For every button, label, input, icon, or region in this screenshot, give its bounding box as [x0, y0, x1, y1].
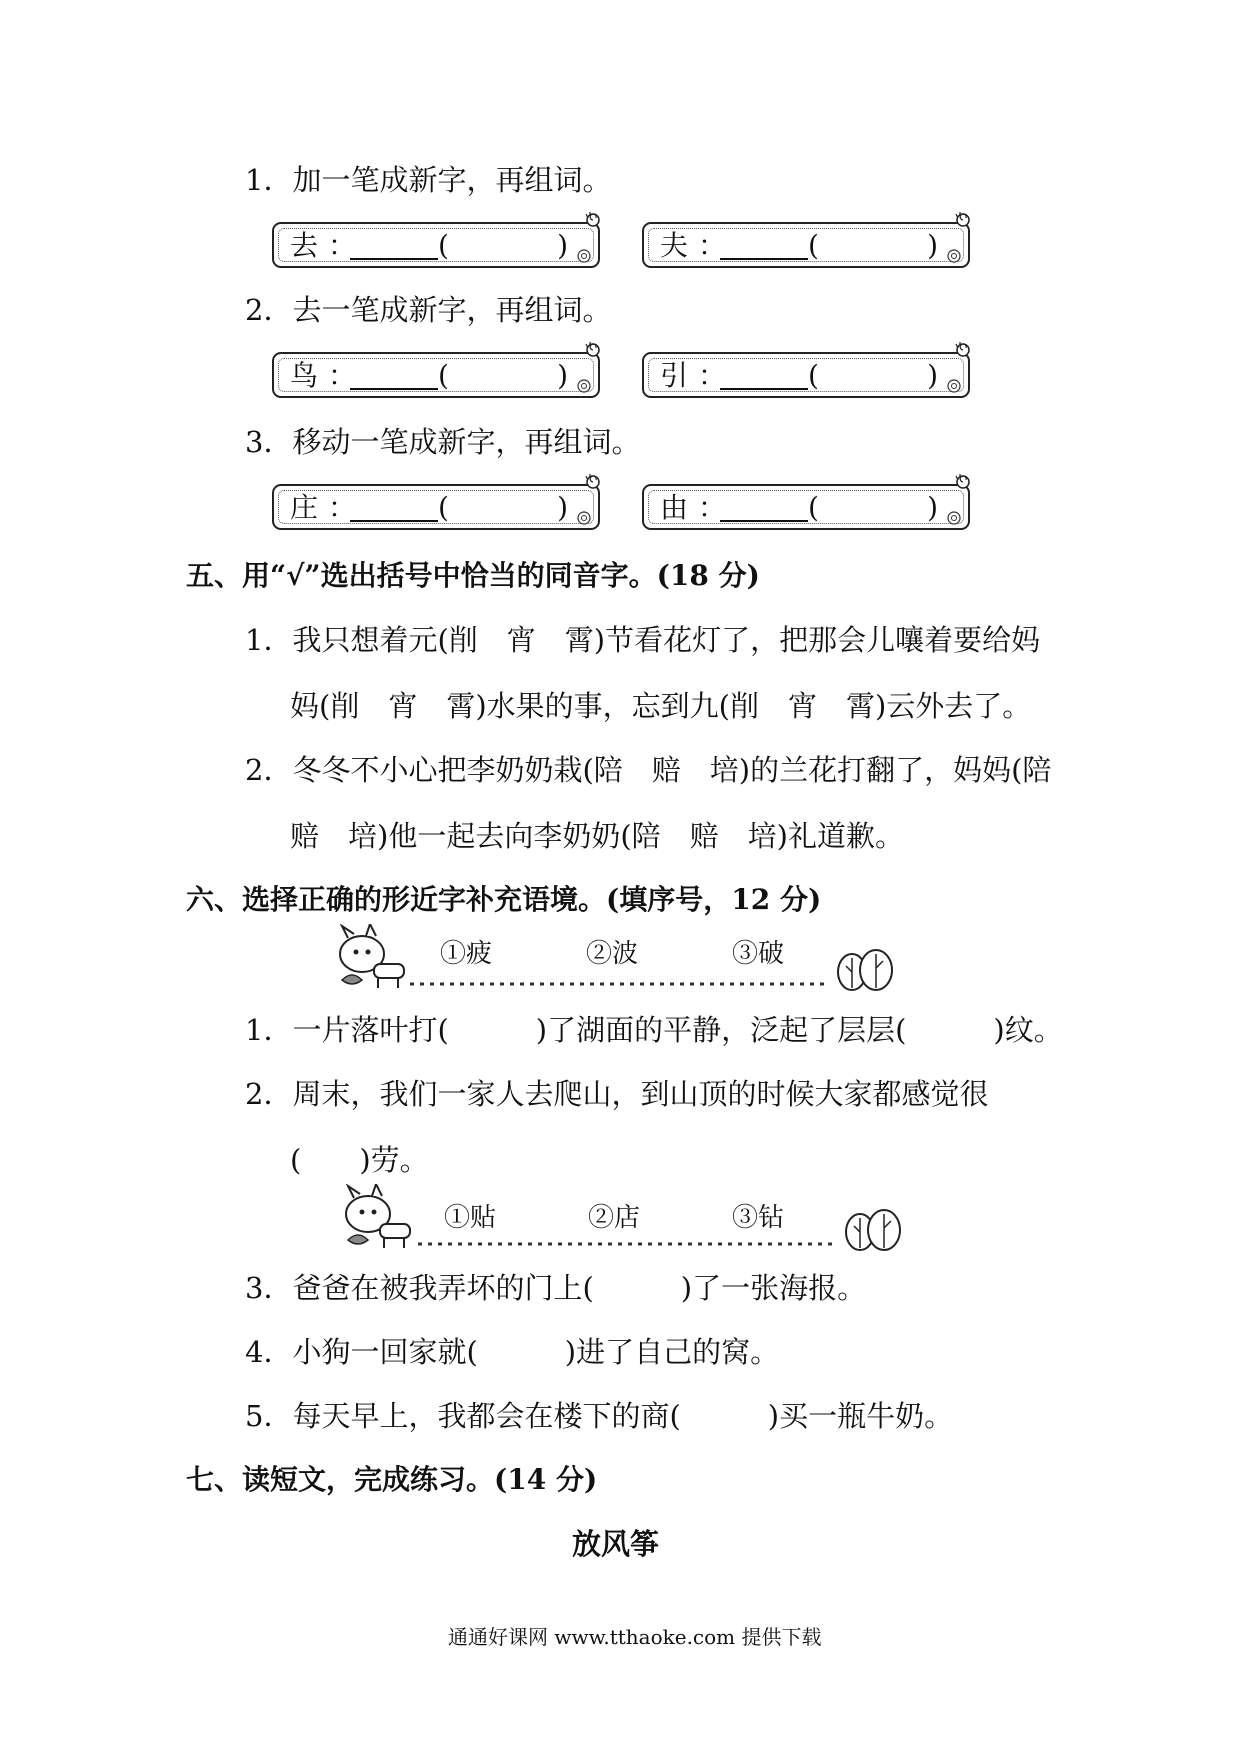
box-colon: ：: [698, 491, 727, 524]
answer-blank[interactable]: [350, 388, 438, 390]
dotted-path-divider: [410, 980, 830, 988]
dotted-path-divider: [418, 1240, 838, 1248]
donkey-icon: [334, 924, 412, 994]
section-6-heading: 六、选择正确的形近字补充语境。(填序号，12 分): [186, 883, 822, 916]
option-2: ②波: [586, 939, 639, 969]
flower-icon: [576, 378, 592, 394]
open-paren: (: [808, 491, 819, 524]
fill-box-qu: [272, 222, 600, 268]
box-char: 庄: [290, 491, 319, 524]
footer-credit: 通通好课网 www.tthaoke.com 提供下载: [448, 1625, 822, 1649]
section-5-heading: 五、用“√”选出括号中恰当的同音字。(18 分): [186, 559, 760, 592]
question-6-4: 4．小狗一回家就( )进了自己的窝。: [245, 1335, 780, 1369]
box-char: 引: [660, 359, 689, 392]
box-char: 由: [660, 491, 689, 524]
answer-blank[interactable]: [350, 520, 438, 522]
snail-icon: [952, 472, 974, 490]
flower-icon: [946, 248, 962, 264]
question-6-3: 3．爸爸在被我弄坏的门上( )了一张海报。: [245, 1271, 867, 1305]
option-3: ③破: [732, 939, 785, 969]
bush-icon: [836, 942, 896, 992]
question-5-1-line2: 妈(削 宵 霄)水果的事，忘到九(削 宵 霄)云外去了。: [290, 689, 1032, 723]
option-1: ①贴: [444, 1203, 497, 1233]
snail-icon: [582, 472, 604, 490]
flower-icon: [576, 510, 592, 526]
close-paren: ): [557, 359, 568, 392]
question-6-1: 1．一片落叶打( )了湖面的平静，泛起了层层( )纹。: [245, 1013, 1063, 1047]
question-4-3: 3．移动一笔成新字，再组词。: [245, 425, 641, 459]
close-paren: ): [557, 491, 568, 524]
donkey-icon: [340, 1184, 418, 1254]
answer-blank[interactable]: [720, 388, 808, 390]
question-4-1: 1．加一笔成新字，再组词。: [245, 163, 612, 197]
close-paren: ): [557, 229, 568, 262]
box-char: 鸟: [290, 359, 319, 392]
question-5-2-line2: 赔 培)他一起去向李奶奶(陪 赔 培)礼道歉。: [290, 819, 904, 853]
passage-title: 放风筝: [572, 1527, 660, 1561]
fill-box-niao: [272, 352, 600, 398]
fill-box-zhuang: [272, 484, 600, 530]
open-paren: (: [438, 491, 449, 524]
option-2: ②店: [588, 1203, 641, 1233]
option-3: ③钻: [732, 1203, 785, 1233]
box-colon: ：: [328, 359, 357, 392]
snail-icon: [582, 210, 604, 228]
flower-icon: [576, 248, 592, 264]
box-colon: ：: [698, 229, 727, 262]
bush-icon: [844, 1202, 904, 1252]
question-5-2-line1: 2．冬冬不小心把李奶奶栽(陪 赔 培)的兰花打翻了，妈妈(陪: [245, 753, 1052, 787]
snail-icon: [582, 340, 604, 358]
answer-blank[interactable]: [350, 258, 438, 260]
open-paren: (: [438, 229, 449, 262]
box-colon: ：: [698, 359, 727, 392]
snail-icon: [952, 340, 974, 358]
flower-icon: [946, 378, 962, 394]
box-char: 夫: [660, 229, 689, 262]
flower-icon: [946, 510, 962, 526]
question-6-2-line2: ( )劳。: [290, 1143, 429, 1177]
fill-box-you: [642, 484, 970, 530]
question-6-2-line1: 2．周末，我们一家人去爬山，到山顶的时候大家都感觉很: [245, 1077, 989, 1111]
question-6-5: 5．每天早上，我都会在楼下的商( )买一瓶牛奶。: [245, 1399, 954, 1433]
answer-blank[interactable]: [720, 258, 808, 260]
close-paren: ): [927, 491, 938, 524]
open-paren: (: [808, 229, 819, 262]
box-colon: ：: [328, 229, 357, 262]
snail-icon: [952, 210, 974, 228]
box-char: 去: [290, 229, 319, 262]
fill-box-fu: [642, 222, 970, 268]
close-paren: ): [927, 359, 938, 392]
question-5-1-line1: 1．我只想着元(削 宵 霄)节看花灯了，把那会儿嚷着要给妈: [245, 623, 1041, 657]
box-colon: ：: [328, 491, 357, 524]
open-paren: (: [808, 359, 819, 392]
answer-blank[interactable]: [720, 520, 808, 522]
question-4-2: 2．去一笔成新字，再组词。: [245, 293, 612, 327]
section-7-heading: 七、读短文，完成练习。(14 分): [186, 1463, 598, 1496]
option-1: ①疲: [440, 939, 493, 969]
open-paren: (: [438, 359, 449, 392]
fill-box-yin: [642, 352, 970, 398]
close-paren: ): [927, 229, 938, 262]
